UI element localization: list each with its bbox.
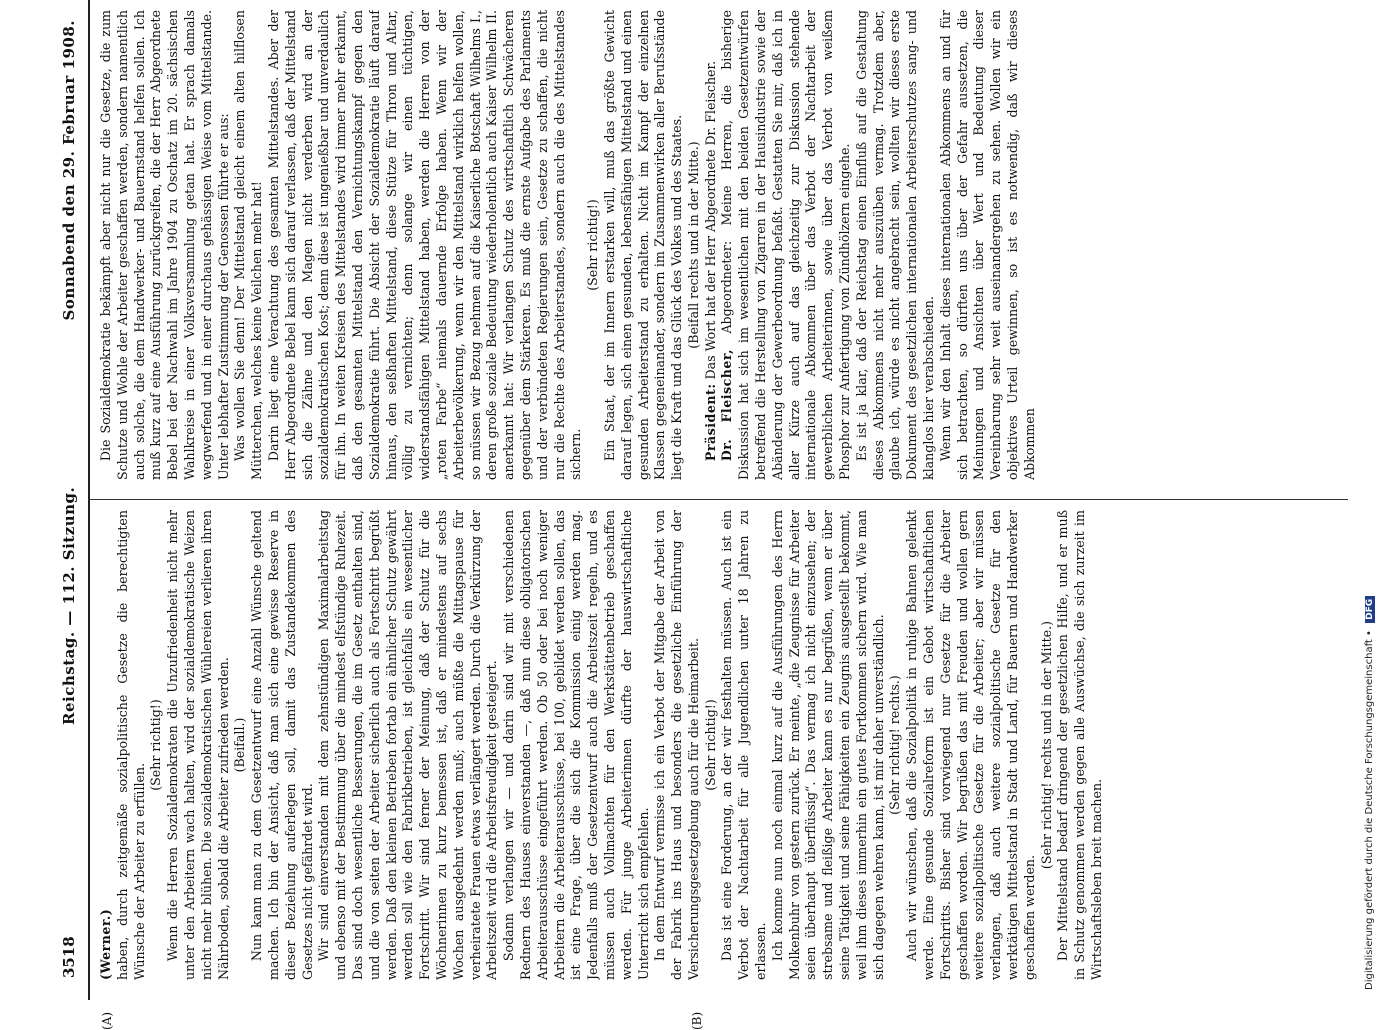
speaker-name: Dr. Fleischer, (719, 348, 735, 462)
paragraph: Darin liegt eine Verachtung des gesamten Mittelstandes. Aber der Herr Abgeordnete Bebel kann sich darauf verlassen, daß der Mittelstand sich die Zähne und den Magen nicht verderben wird an der sozialdemokratischen Kost; denn diese ist ungenießbar und unverdaulich für ihn. In weiten Kreisen des Mittelstandes wird immer mehr erkannt, daß den gesamten Mittelstand den Vernichtungskampf gegen den Sozialdemokratie führt. Die Absicht der Sozialdemokratie läuft darauf hinaus, den seßhaften Mittelstand, diese Stütze für Thron und Altar, völlig zu vernichten; denn solange wir einen tüchtigen, widerstandsfähigen Mittelstand haben, werden die Herren von der „roten Farbe“ niemals dauernde Erfolge haben. Wenn wir der Arbeiterbevölkerung, wenn wir den Mittelstand wirklich helfen wollen, so müssen wir Bezug nehmen auf die Kaiserliche Botschaft Wilhelms I., deren große soziale Bedeutung wiederholentlich auch Kaiser Wilhelm II. anerkannt hat: Wir verlangen Schutz des wirtschaftlich Schwächeren gegenüber dem Stärkeren. Es muß die ernste Aufgabe des Parlaments und der verbündeten Regierungen sein, Gesetze zu schaffen, die nicht nur die Rechte des Arbeiterstandes, sondern auch die des Mittelstandes sichern. (265, 10, 584, 480)
speaker-role: Abgeordneter: (719, 240, 735, 334)
page-header (50, 0, 90, 1000)
president-remark (703, 10, 720, 480)
reaction: (Sehr richtig! rechts und in der Mitte.) (1038, 620, 1054, 870)
session-title: Reichstag. — 112. Sitzung. (60, 486, 78, 725)
reaction: (Sehr richtig! rechts.) (887, 675, 903, 815)
paragraph: Auch wir wünschen, daß die Sozialpolitik in ruhige Bahnen gelenkt werde. Eine gesunde Sozialreform ist ein Gebot wirtschaftlichen Fortschritts. Bisher sind vorwiegend nur Gesetze für die Arbeiter geschaffen worden. Wir begrüßen das mit Freuden und wollen gern weitere sozialpolitische Gesetze für die Arbeiter; aber wir müssen verlangen, daß auch weitere sozialpolitische Gesetze für den werktätigen Mittelstand in Stadt und Land, für Bauern und Handwerker geschaffen werden. (904, 510, 1037, 980)
president-text: Das Wort hat der Herr Abgeordnete Dr. Fleischer. (702, 60, 718, 380)
session-date: Sonnabend den 29. Februar 1908. (60, 20, 78, 321)
paragraph: Ich komme nun noch einmal kurz auf die Ausführungen des Herrn Molkenbuhr von gestern zurück. Er meinte, „die Zeugnisse für Arbeiter seien überhaupt überflüssig“. Das vermag ich nicht einzusehen; der strebsame und fleißige Arbeiter kann es nur begrüßen, wenn er über seine Tätigkeit und seine Fähigkeiten ein Zeugnis ausgestellt bekommt, weil ihm dieses immerhin ein gutes Fortkommen sichern wird. Wie man sich dagegen wehren kann, ist mir daher unverständlich. (769, 510, 886, 980)
paragraph: Nun kann man zu dem Gesetzentwurf eine Anzahl Wünsche geltend machen. Ich bin der Ansicht, daß man sich eine gewisse Reserve in dieser Beziehung auferlegen soll, damit das Zustandekommen des Gesetzes nicht gefährdet wird. (249, 510, 315, 980)
reaction: (Beifall.) (232, 717, 248, 773)
paragraph: Sodann verlangen wir — und darin sind wir mit verschiedenen Rednern des Hauses einverstanden —, daß nun diese obligatorischen Arbeiterausschüsse eingeführt werden. Ob 50 oder bei noch weniger Arbeitern die Arbeiterausschüsse, bei 100, gebildet werden sollen, das ist eine Frage, über die sich die Kommission einig werden mag. Jedenfalls muß der Gesetzentwurf auch die Arbeitszeit regeln, und es müssen auch Vollmachten für den Werkstättenbetrieb geschaffen werden. Für junge Arbeiterinnen dürfte der hauswirtschaftliche Unterricht sich empfehlen. (501, 510, 651, 980)
president-label: Präsident: (702, 383, 718, 462)
speaker-tag: (Werner.) (98, 908, 113, 980)
margin-marker-a: (A) (100, 1011, 114, 1030)
paragraph: haben, durch zeitgemäße sozialpolitische Gesetze die berechtigten Wünsche der Arbeiter zu erfüllen. (114, 510, 147, 980)
margin-marker-b: (B) (690, 1011, 704, 1030)
paragraph: Der Mittelstand bedarf dringend der gesetzlichen Hilfe, und er muß in Schutz genommen werden gegen alle Auswüchse, die sich zurzeit im Wirtschaftsleben breit machen. (1055, 510, 1105, 980)
paragraph: Es ist ja klar, daß der Reichstag einen Einfluß auf die Gestaltung dieses Abkommens nicht mehr auszuüben vermag. Trotzdem aber, glaube ich, würde es nicht angebracht sein, wollten wir dieses erste Dokument des gesetzlichen internationalen Arbeiterschutzes sang- und klanglos hier verabschieden. (853, 10, 937, 480)
reaction: (Sehr richtig!) (585, 199, 601, 291)
page-number: 3518 (60, 936, 78, 978)
paragraph: Meine Herren, die bisherige Diskussion hat sich im wesentlichen mit den beiden Gesetzentwürfen betreffend die Herstellung von Zigarren in der Hausindustrie sowie der Abänderung der Gewerbeordnung befaßt. Gestatten Sie mir, daß ich in aller Kürze auch auf das gleichzeitig zur Diskussion stehende internationale Abkommen über das Verbot der Nachtarbeit der gewerblichen Arbeiterinnen, sowie über das Verbot von weißem Phosphor zur Anfertigung von Zündhölzern eingehe. (719, 10, 853, 480)
paragraph: Die Sozialdemokratie bekämpft aber nicht nur die Gesetze, die zum Schutze und Wohle der Arbeiter geschaffen werden, sondern namentlich auch solche, die dem Handwerker- und Bauernstand helfen sollen. Ich muß kurz auf eine Ausführung zurückgreifen, die der Herr Abgeordnete Bebel bei der Nachwahl im Jahre 1904 zu Oschatz im 20. sächsischen Wahlkreise in einer Volksversammlung getan hat. Er sprach damals wegwerfend und in einer durchaus gehässigen Weise vom Mittelstande. Unter lebhafter Zustimmung der Genossen führte er aus: (98, 10, 231, 480)
left-column (98, 510, 1348, 980)
header-rule (88, 0, 90, 1000)
reaction: (Sehr richtig!) (702, 699, 718, 791)
quotation: Was wollen Sie denn! Der Mittelstand gleicht einem alten hilflosen Mütterchen, welches keine Veilchen mehr hat! (232, 10, 265, 480)
paragraph: In dem Entwurf vermisse ich ein Verbot der Mitgabe der Arbeit von der Fabrik ins Haus und besonders die gesetzliche Einführung der Versicherungsgesetzgebung auch für die Heimarbeit. (652, 510, 701, 980)
paragraph: Wir sind einverstanden mit dem zehnstündigen Maximalarbeitstag und ebenso mit der Bestimmung über die mindest elfstündige Ruhezeit. Das sind doch wesentliche Besserungen, die im Gesetz enthalten sind, und die von seiten der Arbeiter sicherlich auch als Fortschritt begrüßt werden. Daß den kleinen Betrieben fortab ein ähnlicher Schutz gewährt werden soll wie den Fabrikbetrieben, ist gleichfalls ein wesentlicher Fortschritt. Wir sind ferner der Meinung, daß der Schutz für die Wöchnerinnen zu kurz bemessen ist, daß er mindestens auf sechs Wochen ausgedehnt werden muß; auch müßte die Mittagspause für verheiratete Frauen etwas verlängert werden. Durch die Verkürzung der Arbeitszeit wird die Arbeitsfreudigkeit gesteigert. (316, 510, 500, 980)
reaction: (Sehr richtig!) (148, 699, 164, 791)
speaker-intro (719, 10, 853, 480)
rotated-page (50, 0, 1350, 1030)
column-divider (90, 499, 1348, 500)
digitization-note (1364, 10, 1378, 990)
paragraph: Ein Staat, der im Innern erstarken will, muß das größte Gewicht darauf legen, sich einen gesunden, lebensfähigen Mittelstand und einen gesunden Arbeiterstand zu erhalten. Nicht im Kampf der einzelnen Klassen gegeneinander, sondern im Zusammenwirken aller Berufsstände liegt die Kraft und das Glück des Volkes und des Staates. (601, 10, 685, 480)
reaction: (Beifall rechts und in der Mitte.) (685, 141, 701, 349)
paragraph: Wenn wir den Inhalt dieses internationalen Abkommens an und für sich betrachten, so dürften uns über der Gefahr aussetzen, die Meinungen und Ansichten über Wert und Bedeutung dieser Vereinbarung sehr weit auseinandergehen zu sehen. Wollen wir ein objektives Urteil gewinnen, so ist es notwendig, daß wir dieses Abkommen (937, 10, 1037, 480)
right-column (98, 10, 1348, 480)
paragraph: Das ist eine Forderung, an der wir festhalten müssen. Auch ist ein Verbot der Nachtarbeit für alle Jugendlichen unter 18 Jahren zu erlassen. (719, 510, 769, 980)
digitization-text: Digitalisierung gefördert durch die Deutsche Forschungsgemeinschaft • (1364, 630, 1375, 990)
dfg-logo: DFG (1365, 596, 1375, 623)
paragraph: Wenn die Herren Sozialdemokraten die Unzufriedenheit nicht mehr unter den Arbeitern wach halten, wird der sozialdemokratische Weizen nicht mehr blühen. Die sozialdemokratischen Wühlereien verlieren ihren Nährboden, sobald die Arbeiter zufrieden werden. (165, 510, 231, 980)
